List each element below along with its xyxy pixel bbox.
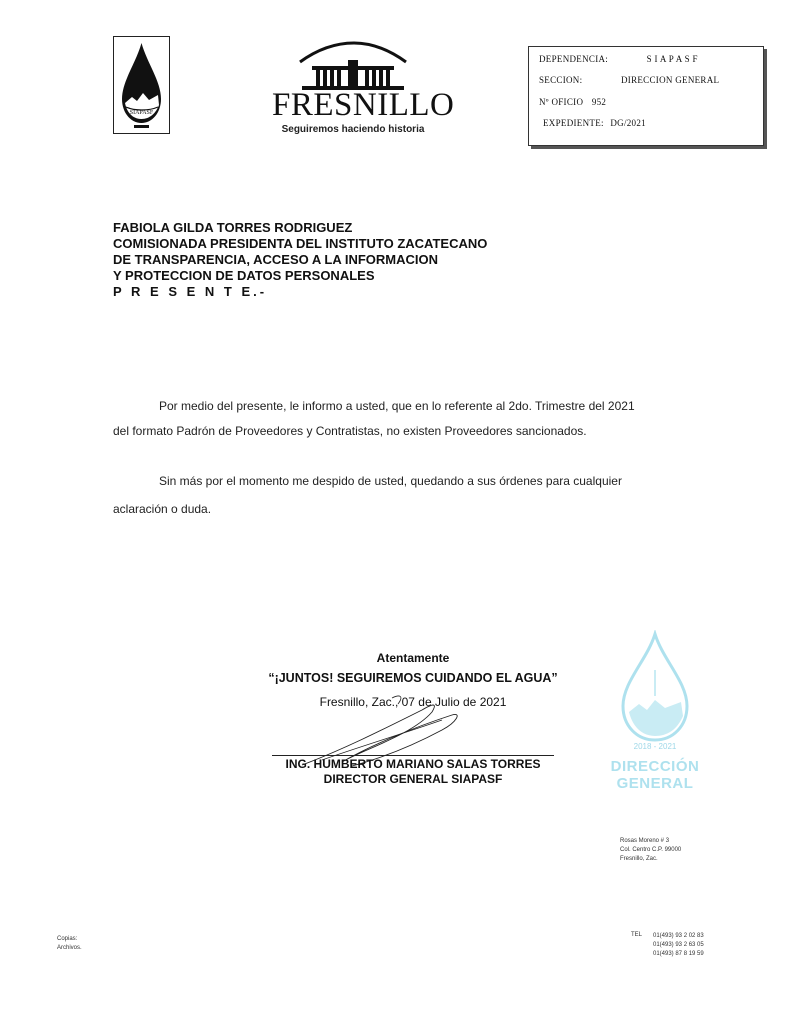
paragraph2-line1: Sin más por el momento me despido de usted, quedando a sus órdenes para cualquier (159, 474, 622, 488)
oficio-label: Nº OFICIO (539, 97, 584, 107)
building-silhouette-icon (292, 40, 414, 90)
office-stamp-box (528, 46, 764, 146)
oficio-row (539, 97, 606, 107)
addressee-line2: DE TRANSPARENCIA, ACCESO A LA INFORMACION (113, 252, 438, 267)
closing-block (240, 649, 586, 713)
presente: P R E S E N T E.- (113, 284, 268, 299)
direccion-general-stamp (580, 630, 730, 792)
footer-address (620, 837, 681, 864)
seccion-row (539, 75, 719, 85)
seccion-value: DIRECCION GENERAL (620, 75, 720, 85)
copias-line: Archivos. (57, 945, 82, 951)
water-drop-logo-icon (114, 37, 169, 133)
tel-number: 01(493) 93 2 63 05 (653, 942, 704, 948)
fresnillo-slogan: Seguiremos haciendo historia (281, 124, 425, 135)
address-line: Rosas Moreno # 3 (620, 838, 670, 844)
signature-line (272, 755, 554, 756)
addressee-line1: COMISIONADA PRESIDENTA DEL INSTITUTO ZACATECANO (113, 236, 488, 251)
addressee-line3: Y PROTECCION DE DATOS PERSONALES (113, 268, 375, 283)
body-paragraph-2 (113, 469, 693, 522)
lema: “¡JUNTOS! SEGUIREMOS CUIDANDO EL AGUA” (268, 671, 558, 685)
footer-copias (57, 935, 82, 953)
address-line: Fresnillo, Zac. (620, 856, 658, 862)
paragraph2-line2: aclaración o duda. (113, 502, 212, 516)
dependencia-row (539, 54, 698, 64)
siapasf-logo-text: SIAPASF (129, 110, 154, 116)
stamp-label: DIRECCIÓN GENERAL (610, 758, 700, 792)
body-paragraph-1 (113, 394, 693, 444)
tel-number: 01(493) 87 8 19 59 (653, 951, 704, 957)
signer-name: ING. HUMBERTO MARIANO SALAS TORRES (285, 757, 541, 771)
water-drop-stamp-icon (615, 630, 695, 745)
expediente-value: DG/2021 (610, 118, 646, 128)
expediente-label: EXPEDIENTE: (543, 118, 604, 128)
fresnillo-logo (272, 40, 455, 140)
oficio-value: 952 (591, 97, 607, 107)
addressee-name: FABIOLA GILDA TORRES RODRIGUEZ (113, 220, 353, 235)
dependencia-label: DEPENDENCIA: (539, 54, 609, 64)
tel-number: 01(493) 93 2 02 83 (653, 933, 704, 939)
seccion-label: SECCION: (539, 75, 583, 85)
siapasf-logo (113, 36, 170, 134)
paragraph1-line2: del formato Padrón de Proveedores y Contratistas, no existen Proveedores sancionados. (113, 424, 587, 438)
fecha: Fresnillo, Zac., 07 de Julio de 2021 (319, 695, 507, 709)
fresnillo-name: FRESNILLO (272, 87, 455, 123)
address-line: Col. Centro C.P. 99000 (620, 847, 682, 853)
atentamente: Atentamente (376, 651, 450, 665)
paragraph1-line1: Por medio del presente, le informo a usted, que en lo referente al 2do. Trimestre del 2021 (159, 399, 635, 413)
stamp-years: 2018 - 2021 (633, 742, 677, 751)
tel-label: TEL (631, 932, 643, 938)
signer-title: DIRECTOR GENERAL SIAPASF (323, 772, 503, 786)
dependencia-value: S I A P A S F (646, 54, 698, 64)
copias-line: Copias: (57, 936, 78, 942)
expediente-row (543, 118, 646, 128)
tel-list (653, 932, 704, 959)
addressee-block (113, 220, 487, 300)
